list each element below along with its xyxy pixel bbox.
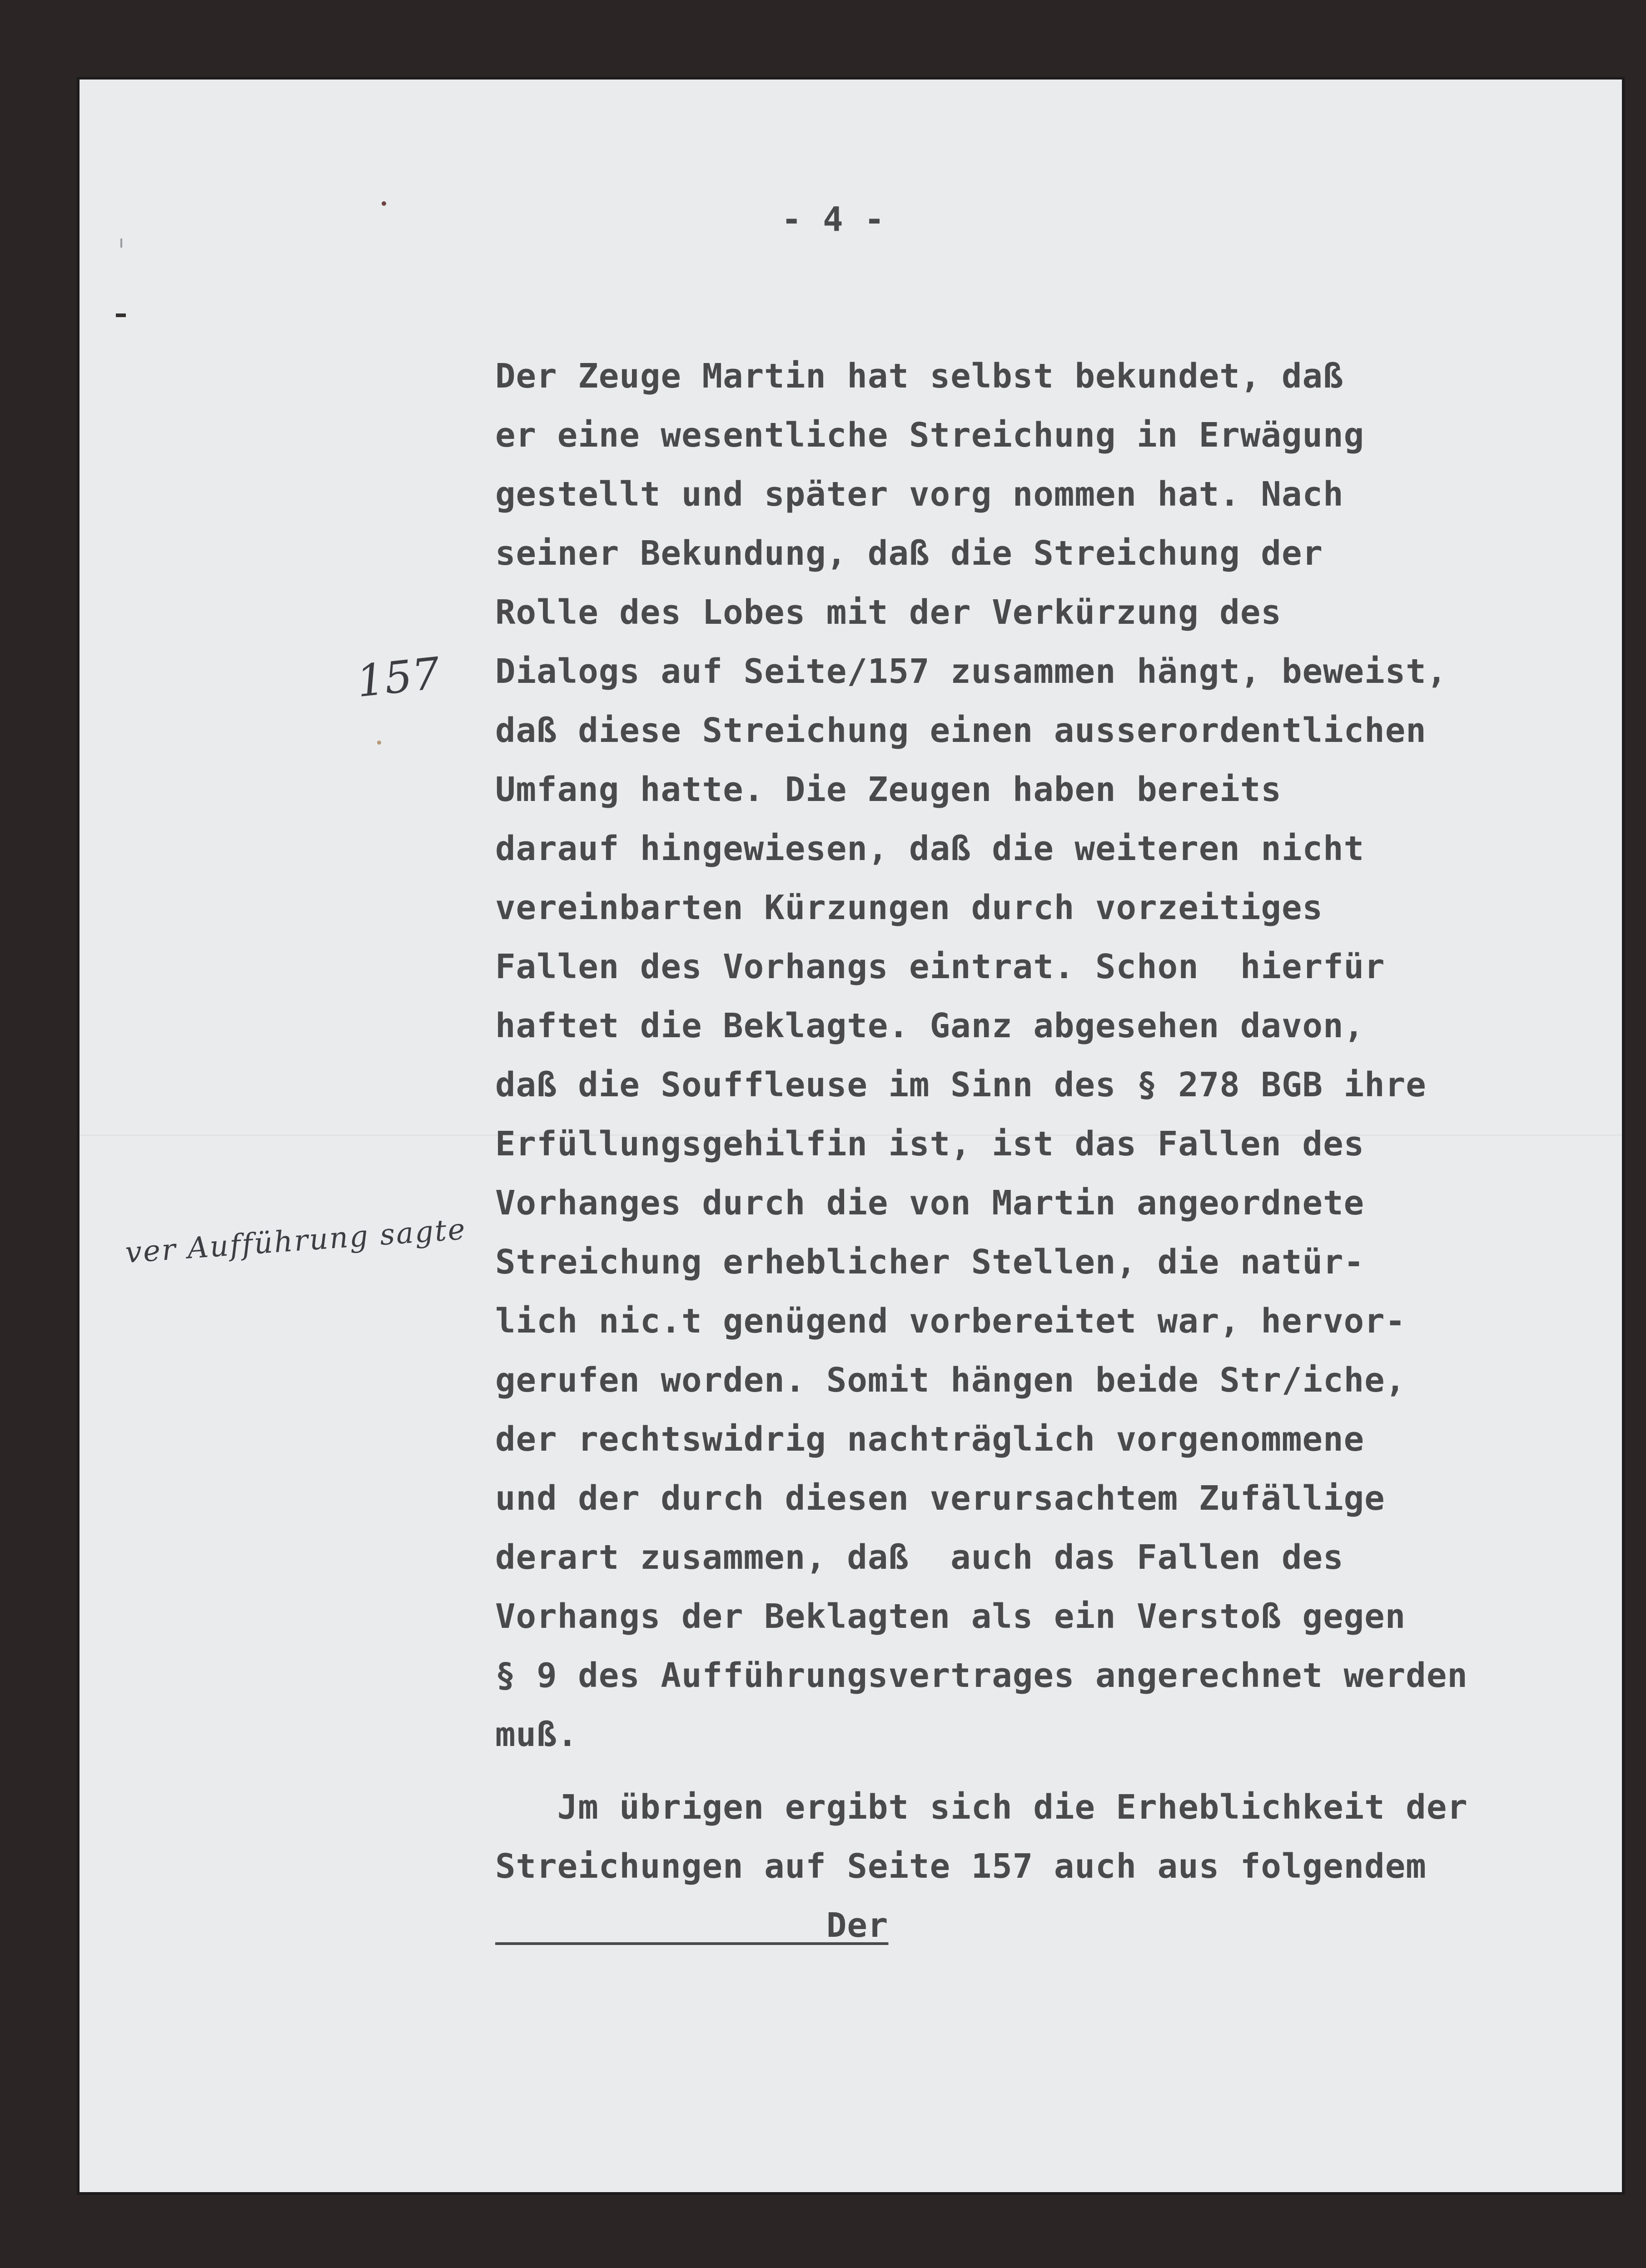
text-line-18: gerufen worden. Somit hängen beide Str/iche, — [495, 1361, 1406, 1400]
text-line-26: Streichungen auf Seite 157 auch aus folgendem — [495, 1847, 1427, 1886]
text-line-25: Jm übrigen ergibt sich die Erheblichkeit der — [495, 1788, 1468, 1827]
text-line-17: lich nic.t genügend vorbereitet war, hervor- — [495, 1302, 1406, 1341]
text-line-20: und der durch diesen verursachtem Zufällige — [495, 1479, 1385, 1518]
text-line-22: Vorhangs der Beklagten als ein Verstoß gegen — [495, 1597, 1406, 1636]
text-line-4: seiner Bekundung, daß die Streichung der — [495, 534, 1323, 573]
text-line-16: Streichung erheblicher Stellen, die natür- — [495, 1243, 1365, 1282]
margin-tick — [120, 239, 122, 248]
text-line-15: Vorhanges durch die von Martin angeordnete — [495, 1184, 1365, 1223]
text-line-1: Der Zeuge Martin hat selbst bekundet, daß — [495, 357, 1344, 396]
text-line-21: derart zusammen, daß auch das Fallen des — [495, 1538, 1344, 1577]
text-line-6: Dialogs auf Seite/157 zusammen hängt, beweist, — [495, 652, 1447, 691]
margin-dash — [116, 313, 126, 317]
paper-speck — [377, 741, 381, 745]
page-number: - 4 - — [781, 200, 885, 239]
text-line-10: vereinbarten Kürzungen durch vorzeitiges — [495, 888, 1323, 927]
text-line-23: § 9 des Aufführungsvertrages angerechnet werden — [495, 1656, 1468, 1695]
text-line-19: der rechtswidrig nachträglich vorgenommene — [495, 1420, 1365, 1459]
text-line-12: haftet die Beklagte. Ganz abgesehen davon, — [495, 1006, 1365, 1045]
text-line-5: Rolle des Lobes mit der Verkürzung des — [495, 593, 1282, 632]
text-line-8: Umfang hatte. Die Zeugen haben bereits — [495, 770, 1282, 809]
catchword-der: Der — [495, 1906, 889, 1945]
text-line-2: er eine wesentliche Streichung in Erwägung — [495, 416, 1365, 455]
ink-dot — [382, 201, 386, 206]
paper-sheet — [80, 80, 1622, 2192]
text-line-7: daß diese Streichung einen ausserordentlichen — [495, 711, 1427, 750]
text-line-14: Erfüllungsgehilfin ist, ist das Fallen des — [495, 1124, 1365, 1164]
text-line-9: darauf hingewiesen, daß die weiteren nicht — [495, 829, 1365, 868]
text-line-24: muß. — [495, 1715, 578, 1754]
text-line-3: gestellt und später vorg nommen hat. Nach — [495, 475, 1344, 514]
text-line-11: Fallen des Vorhangs eintrat. Schon hierfür — [495, 947, 1385, 986]
handwritten-margin-note: ver Aufführung sagte — [124, 1212, 467, 1270]
handwritten-margin-number: 157 — [354, 647, 443, 707]
text-line-13: daß die Souffleuse im Sinn des § 278 BGB ihre — [495, 1065, 1427, 1104]
